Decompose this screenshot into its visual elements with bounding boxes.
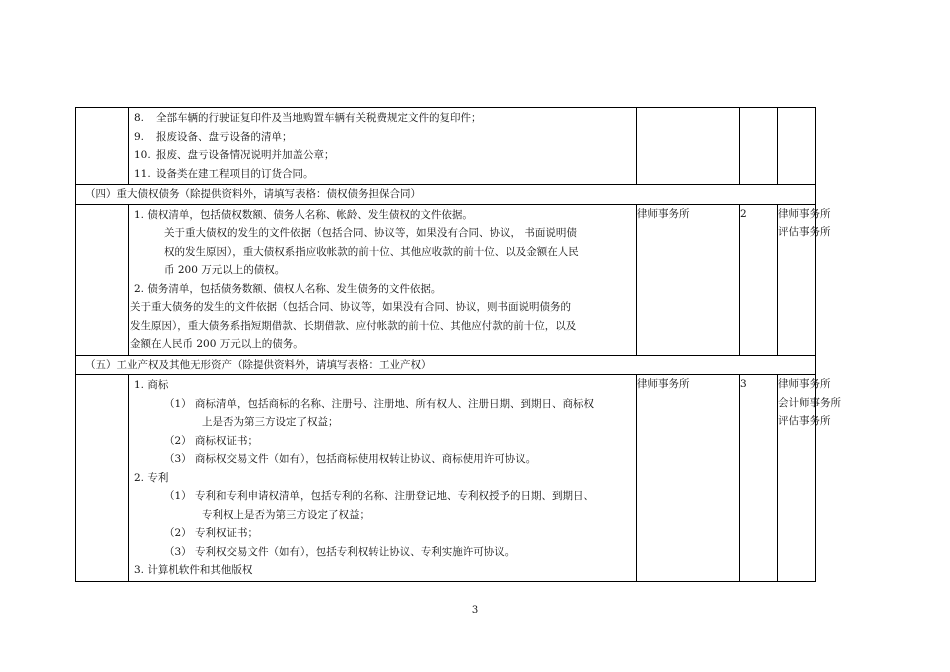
- paragraph-line: 币 200 万元以上的债权。: [164, 264, 286, 276]
- list-item: 9. 报废设备、盘亏设备的清单；: [134, 130, 293, 143]
- paragraph-line: 专利权上是否为第三方设定了权益；: [202, 508, 370, 521]
- firm-name: 律师事务所: [778, 378, 831, 390]
- checklist-table: [75, 107, 841, 582]
- index-cell: [76, 108, 129, 185]
- table-row: [76, 204, 816, 355]
- number-cell: [740, 108, 778, 185]
- content-cell: [129, 375, 637, 582]
- paragraph-line: 关于重大债权的发生的文件依据（包括合同、协议等，如果没有合同、协议， 书面说明债: [164, 227, 577, 239]
- section-heading-row: [76, 355, 816, 375]
- list-item: 1. 商标: [134, 379, 169, 391]
- firm-name: 律师事务所: [778, 207, 831, 220]
- paragraph-line: 关于重大债务的发生的文件依据（包括合同、协议等，如果没有合同、协议，则书面说明债务的: [130, 301, 571, 313]
- list-item: （3） 专利权交易文件（如有），包括专利权转让协议、专利实施许可协议。: [164, 545, 516, 558]
- paragraph-line: 发生原因），重大债务系指短期借款、长期借款、应付帐款的前十位、其他应付款的前十位，以及: [130, 319, 577, 332]
- paragraph-line: 上是否为第三方设定了权益；: [202, 416, 339, 428]
- paragraph-line: 金额在人民币 200 万元以上的债务。: [130, 338, 304, 350]
- content-cell: [129, 204, 637, 355]
- content-cell: [129, 108, 637, 185]
- list-item: （2） 商标权证书；: [164, 434, 259, 447]
- firm-cell: [778, 375, 841, 582]
- list-item: 1. 债权清单，包括债权数额、债务人名称、帐龄、发生债权的文件依据。: [134, 208, 473, 221]
- list-item: （1） 商标清单，包括商标的名称、注册号、注册地、所有权人、注册日期、到期日、商标权: [164, 397, 595, 410]
- provider-cell: 律师事务所: [637, 204, 740, 355]
- list-item: 10. 报废、盘亏设备情况说明并加盖公章；: [134, 149, 335, 161]
- page-number: 3: [471, 605, 479, 616]
- firm-cell: [778, 108, 816, 185]
- number-cell: 2: [740, 204, 778, 355]
- index-cell: [76, 375, 129, 582]
- section-heading: （四）重大债权债务（除提供资料外，请填写表格：债权债务担保合同）: [76, 185, 816, 205]
- table-row: [76, 108, 816, 185]
- list-item: （2） 专利权证书；: [164, 527, 259, 539]
- firm-name: 会计师事务所: [778, 396, 841, 409]
- list-item: 8. 全部车辆的行驶证复印件及当地购置车辆有关税费规定文件的复印件；: [134, 112, 482, 124]
- list-item: 3. 计算机软件和其他版权: [134, 564, 253, 576]
- provider-cell: 律师事务所: [637, 375, 740, 582]
- table-row: [76, 375, 816, 582]
- list-item: 11. 设备类在建工程项目的订货合同。: [134, 167, 314, 180]
- firm-cell: [778, 204, 831, 355]
- provider-cell: [637, 108, 740, 185]
- firm-name: 评估事务所: [778, 415, 831, 427]
- firm-name: 评估事务所: [778, 226, 831, 238]
- index-cell: [76, 204, 129, 355]
- section-heading: （五）工业产权及其他无形资产（除提供资料外，请填写表格：工业产权）: [76, 355, 816, 375]
- number-cell: 3: [740, 375, 778, 582]
- list-item: （1） 专利和专利申请权清单，包括专利的名称、注册登记地、专利权授予的日期、到期日、: [164, 490, 595, 502]
- list-item: 2. 债务清单，包括债务数额、债权人名称、发生债务的文件依据。: [134, 282, 442, 295]
- section-heading-row: [76, 185, 816, 205]
- list-item: 2. 专利: [134, 471, 169, 484]
- paragraph-line: 权的发生原因），重大债权系指应收帐款的前十位、其他应收款的前十位、以及金额在人民: [164, 245, 579, 258]
- list-item: （3） 商标权交易文件（如有），包括商标使用权转让协议、商标使用许可协议。: [164, 453, 537, 465]
